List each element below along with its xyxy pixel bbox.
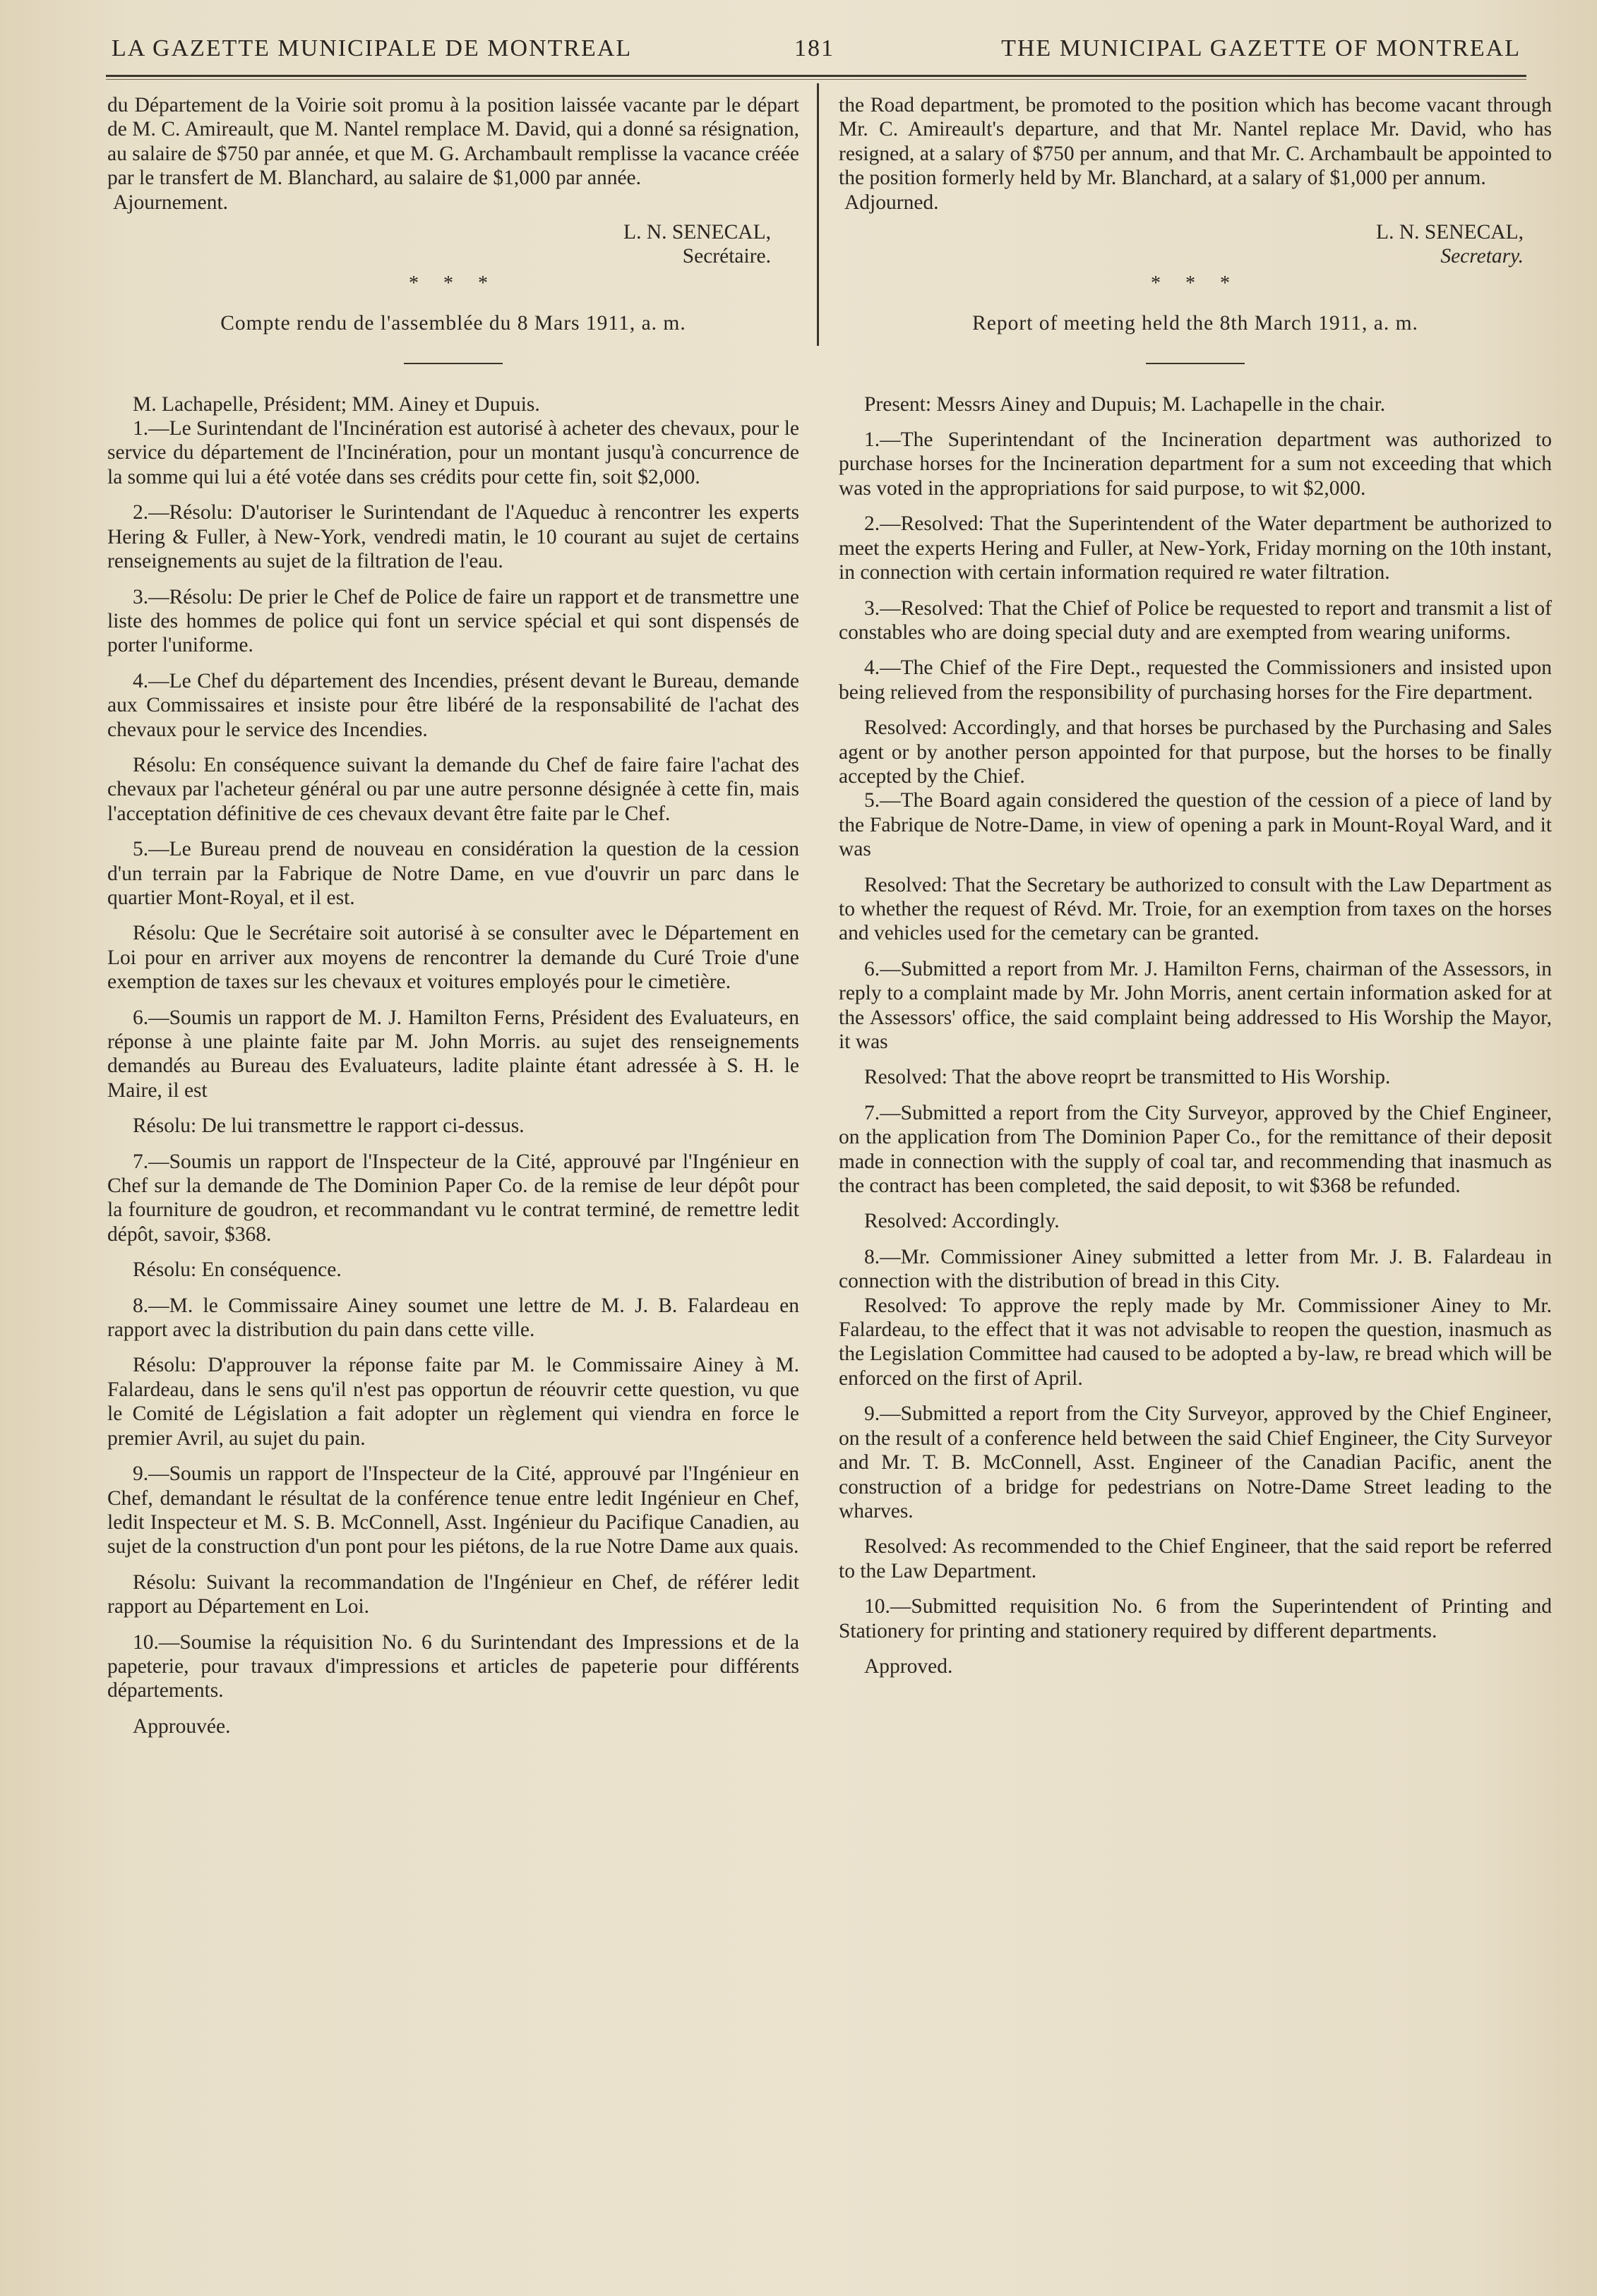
minute-item: 3.—Résolu: De prier le Chef de Police de faire un rapport et de transmettre une liste des hommes de police qui font un service spécial et qui sont dispensés de porter l'uniforme.	[107, 585, 799, 657]
header-english-title: THE MUNICIPAL GAZETTE OF MONTREAL	[1001, 35, 1521, 61]
minute-item: 5.—Le Bureau prend de nouveau en considération la question de la cession d'un terrain par la Fabrique de Notre Dame, en vue d'ouvrir un parc dans le quartier Mont-Royal, et il est.	[107, 838, 799, 909]
english-column	[839, 93, 1552, 1678]
minute-item: Resolved: Accordingly, and that horses be purchased by the Purchasing and Sales agent or by another person appointed for that purpose, but the horses to be finally accepted by the Chief.	[839, 716, 1552, 788]
minute-item: Resolved: That the Secretary be authorized to consult with the Law Department as to whether the request of Révd. Mr. Troie, for an exemption from taxes on the horses and vehicles used for the cemetary can be granted.	[839, 873, 1552, 945]
short-rule	[404, 363, 503, 364]
minute-item: Résolu: En conséquence.	[133, 1258, 342, 1282]
french-column	[107, 93, 799, 1738]
minute-item: 8.—Mr. Commissioner Ainey submitted a letter from Mr. J. B. Falardeau in connection with the distribution of bread in this City.	[839, 1245, 1552, 1293]
header-french-title: LA GAZETTE MUNICIPALE DE MONTREAL	[112, 35, 633, 61]
minute-item: Résolu: Que le Secrétaire soit autorisé à se consulter avec le Département en Loi pour en arriver aux moyens de rencontrer la demande du Curé Troie d'une exemption de taxes sur les chevaux et voitures employés pour le cimetière.	[107, 922, 799, 994]
adjournment: Adjourned.	[844, 191, 939, 214]
minute-item: 5.—The Board again considered the question of the cession of a piece of land by the Fabrique de Notre-Dame, in view of opening a park in Mount-Royal Ward, and it was	[839, 789, 1552, 861]
minute-item: 6.—Submitted a report from Mr. J. Hamilton Ferns, chairman of the Assessors, in reply to a complaint made by Mr. John Morris, anent certain information asked for at the Assessors' office, the said complaint being addressed to His Worship the Mayor, it was	[839, 957, 1552, 1053]
minute-item: 7.—Submitted a report from the City Surveyor, approved by the Chief Engineer, on the application from The Dominion Paper Co., for the remittance of their deposit made in connection with the supply of coal tar, and recommending that inasmuch as the contract has been completed, the said deposit, to wit $368 be refunded.	[839, 1101, 1552, 1198]
minute-item: 9.—Submitted a report from the City Surveyor, approved by the Chief Engineer, on the result of a conference held between the said Chief Engineer, the City Surveyor and Mr. T. B. McConnell, Asst. Engineer of the Canadian Pacific, anent the construction of a bridge for pedestrians on Notre-Dame Street leading to the wharves.	[839, 1402, 1552, 1522]
minute-item: 2.—Resolved: That the Superintendent of the Water department be authorized to meet the experts Hering and Fuller, at New-York, Friday morning on the 10th instant, in connection with certain information required re water filtration.	[839, 512, 1552, 584]
minute-item: 10.—Soumise la réquisition No. 6 du Surintendant des Impressions et de la papeterie, pour travaux d'impressions et articles de papeterie pour différents départements.	[107, 1630, 799, 1702]
minute-item: 3.—Resolved: That the Chief of Police be requested to report and transmit a list of constables who are doing special duty and are exempted from wearing uniforms.	[839, 596, 1552, 644]
minute-item: Résolu: D'approuver la réponse faite par M. le Commissaire Ainey à M. Falardeau, dans le sens qu'il n'est pas opportun de réouvrir cette question, vu que le Comité de Législation a fait adopter un règlement qui viendra en force le premier Avril, au sujet du pain.	[107, 1354, 799, 1450]
minute-item: 4.—The Chief of the Fire Dept., requested the Commissioners and insisted upon being relieved from the responsibility of purchasing horses for the Fire department.	[839, 656, 1552, 704]
minute-item: 6.—Soumis un rapport de M. J. Hamilton Ferns, Président des Evaluateurs, en réponse à une plainte faite par M. John Morris. au sujet des renseignements demandés au Bureau des Evaluateurs, ladite plainte étant adressée à S. H. le Maire, il est	[107, 1006, 799, 1102]
minute-item: Resolved: To approve the reply made by Mr. Commissioner Ainey to Mr. Falardeau, to the effect that it was not advisable to reopen the question, inasmuch as the Legislation Committee had caused to be adopted a by-law, re bread which will be enforced on the first of April.	[839, 1294, 1552, 1390]
minute-item: Résolu: Suivant la recommandation de l'Ingénieur en Chef, de référer ledit rapport au Département en Loi.	[107, 1570, 799, 1618]
minute-item: Resolved: As recommended to the Chief Engineer, that the said report be referred to the Law Department.	[839, 1535, 1552, 1582]
continued-paragraph: the Road department, be promoted to the position which has become vacant through Mr. C. Amireault's departure, and that Mr. Nantel replace Mr. David, who has resigned, at a salary of $750 per annum, and that Mr. C. Archambault be appointed to the position formerly held by Mr. Blanchard, at a salary of $1,000 per annum.	[839, 94, 1552, 190]
minute-item: 9.—Soumis un rapport de l'Inspecteur de la Cité, approuvé par l'Ingénieur en Chef, demandant le résultat de la conférence tenue entre ledit Ingénieur en Chef, ledit Inspecteur et M. S. B. McConnell, Asst. Ingénieur du Pacifique Canadien, au sujet de la construction d'un pont pour les piétons, de la rue Notre Dame aux quais.	[107, 1462, 799, 1558]
separator-stars: * * *	[409, 272, 498, 294]
short-rule	[1146, 363, 1245, 364]
adjournment: Ajournement.	[113, 191, 229, 214]
signature: L. N. SENECAL,	[1376, 221, 1524, 244]
header-rule	[106, 79, 1526, 80]
page-number: 181	[794, 35, 835, 61]
minute-item: 7.—Soumis un rapport de l'Inspecteur de la Cité, approuvé par l'Ingénieur en Chef sur la demande de The Dominion Paper Co. de la remise de leur dépôt pour la fourniture de goudron, et recommandant vu le contrat terminé, de remettre ledit dépôt, savoir, $368.	[107, 1150, 799, 1246]
attendance: Present: Messrs Ainey and Dupuis; M. Lachapelle in the chair.	[864, 392, 1386, 416]
attendance: M. Lachapelle, Président; MM. Ainey et Dupuis.	[133, 392, 540, 416]
page-header	[106, 32, 1526, 77]
minute-item: Approuvée.	[133, 1714, 231, 1738]
minute-item: Résolu: En conséquence suivant la demande du Chef de faire faire l'achat des chevaux par l'acheteur général ou par une autre personne désignée à cette fin, mais l'acceptation définitive de ces chevaux devant être faite par le Chef.	[107, 753, 799, 825]
minute-item: 10.—Submitted requisition No. 6 from the Superintendent of Printing and Stationery for printing and stationery required by different departments.	[839, 1595, 1552, 1642]
minute-item: 1.—The Superintendant of the Incineration department was authorized to purchase horses for the Incineration department for a sum not exceeding that which was voted in the appropriations for said purpose, to wit $2,000.	[839, 428, 1552, 500]
column-divider	[817, 83, 819, 346]
minute-item: 1.—Le Surintendant de l'Incinération est autorisé à acheter des chevaux, pour le service du département de l'Incinération, pour un montant jusqu'à concurrence de la somme qui lui a été votée dans ses crédits pour cette fin, soit $2,000.	[107, 417, 799, 488]
minute-item: Resolved: That the above reoprt be transmitted to His Worship.	[864, 1066, 1391, 1089]
minute-item: 4.—Le Chef du département des Incendies, présent devant le Bureau, demande aux Commissaires et insiste pour être libéré de la responsabilité de l'achat des chevaux pour le service des Incendies.	[107, 669, 799, 741]
meeting-title: Compte rendu de l'assemblée du 8 Mars 1911, a. m.	[220, 312, 686, 335]
minute-item: 8.—M. le Commissaire Ainey soumet une lettre de M. J. B. Falardeau en rapport avec la distribution du pain dans cette ville.	[107, 1294, 799, 1342]
continued-paragraph: du Département de la Voirie soit promu à la position laissée vacante par le départ de M. C. Amireault, que M. Nantel remplace M. David, qui a donné sa résignation, au salaire de $750 par année, et que M. G. Archambault remplisse la vacance créée par le transfert de M. Blanchard, au salaire de $1,000 par année.	[107, 94, 799, 190]
minute-item: Resolved: Accordingly.	[864, 1210, 1060, 1233]
minute-item: Résolu: De lui transmettre le rapport ci-dessus.	[133, 1114, 525, 1138]
meeting-title: Report of meeting held the 8th March 1911, a. m.	[972, 312, 1418, 335]
minute-item: Approved.	[864, 1654, 953, 1678]
separator-stars: * * *	[1151, 272, 1240, 294]
minute-item: 2.—Résolu: D'autoriser le Surintendant de l'Aqueduc à rencontrer les experts Hering & Fuller, à New-York, vendredi matin, le 10 courant au sujet de certains renseignements au sujet de la filtration de l'eau.	[107, 501, 799, 573]
signature: L. N. SENECAL,	[623, 221, 771, 244]
signature-title: Secretary.	[1440, 245, 1524, 268]
signature-title: Secrétaire.	[682, 245, 771, 268]
